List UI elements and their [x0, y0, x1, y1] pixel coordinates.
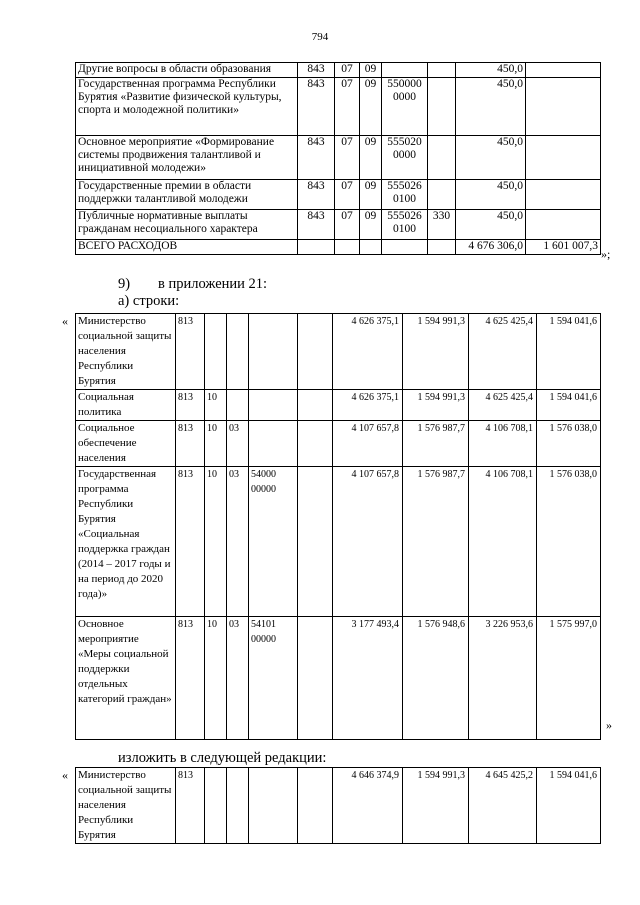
row-name: Социальное обеспечение населения [76, 421, 176, 467]
cell-value-2: 1 594 991,3 [403, 314, 469, 390]
cell-value-4: 1 594 041,6 [537, 768, 601, 844]
table-row [76, 617, 601, 740]
cell-target: 550000 0000 [382, 78, 428, 136]
subitem-a: а) строки: [118, 293, 180, 309]
cell-type [428, 63, 456, 78]
cell-value-3: 4 106 708,1 [469, 421, 537, 467]
cell-type [298, 467, 333, 617]
cell-ministry: 813 [176, 314, 205, 390]
cell-target: 555026 0100 [382, 210, 428, 240]
cell-value-1: 4 646 374,9 [333, 768, 403, 844]
cell-subsection: 03 [227, 421, 249, 467]
cell-subsection: 09 [360, 78, 382, 136]
table-row-total [76, 240, 601, 255]
expense-table-continuation [75, 62, 601, 255]
cell-type [298, 314, 333, 390]
cell-type [428, 240, 456, 255]
row-name: Другие вопросы в области образования [76, 63, 298, 78]
cell-ministry: 843 [298, 63, 335, 78]
table-row [76, 136, 601, 180]
cell-sum-2 [526, 180, 601, 210]
table-row [76, 421, 601, 467]
cell-ministry: 843 [298, 136, 335, 180]
cell-value-3: 3 226 953,6 [469, 617, 537, 740]
cell-value-1: 4 107 657,8 [333, 467, 403, 617]
cell-value-1: 4 107 657,8 [333, 421, 403, 467]
cell-section: 10 [205, 617, 227, 740]
table-row [76, 467, 601, 617]
cell-sum-1: 450,0 [456, 210, 526, 240]
cell-sum-2 [526, 210, 601, 240]
cell-sum-2 [526, 63, 601, 78]
cell-subsection: 03 [227, 617, 249, 740]
cell-subsection [227, 314, 249, 390]
cell-target: 555026 0100 [382, 180, 428, 210]
cell-type [298, 421, 333, 467]
cell-section: 10 [205, 390, 227, 421]
cell-value-3: 4 106 708,1 [469, 467, 537, 617]
cell-subsection [360, 240, 382, 255]
cell-type [428, 180, 456, 210]
row-name: Основное мероприятие «Формирование системы продвижения талантливой и инициативной молодежи» [76, 136, 298, 180]
cell-value-4: 1 594 041,6 [537, 314, 601, 390]
cell-section: 07 [335, 180, 360, 210]
appendix-21-new-rows [75, 767, 601, 844]
cell-sum-1: 450,0 [456, 63, 526, 78]
cell-section: 07 [335, 78, 360, 136]
table-row [76, 78, 601, 136]
cell-value-2: 1 576 948,6 [403, 617, 469, 740]
row-name: Публичные нормативные выплаты гражданам несоциального характера [76, 210, 298, 240]
row-name: Государственная программа Республики Бурятия «Социальная поддержка граждан (2014 – 2017 годы и на период до 2020 года)» [76, 467, 176, 617]
table-row [76, 63, 601, 78]
opening-quote: « [62, 314, 68, 328]
item-9-text: в приложении 21: [158, 276, 268, 292]
cell-sum-1: 450,0 [456, 180, 526, 210]
row-name: Государственные премии в области поддержки талантливой молодежи [76, 180, 298, 210]
cell-value-1: 4 626 375,1 [333, 314, 403, 390]
cell-target: 555020 0000 [382, 136, 428, 180]
row-name: Министерство социальной защиты населения Республики Бурятия [76, 768, 176, 844]
cell-subsection: 03 [227, 467, 249, 617]
row-name: Социальная политика [76, 390, 176, 421]
closing-quote: » [606, 718, 612, 732]
cell-subsection: 09 [360, 136, 382, 180]
cell-value-3: 4 625 425,4 [469, 314, 537, 390]
cell-subsection: 09 [360, 210, 382, 240]
cell-sum-1: 450,0 [456, 136, 526, 180]
replace-instruction: изложить в следующей редакции: [118, 750, 327, 766]
cell-value-1: 3 177 493,4 [333, 617, 403, 740]
cell-type [298, 390, 333, 421]
page-number: 794 [311, 31, 329, 43]
cell-subsection [227, 768, 249, 844]
cell-subsection: 09 [360, 63, 382, 78]
cell-section: 10 [205, 467, 227, 617]
cell-section: 10 [205, 421, 227, 467]
cell-sum-2: 1 601 007,3 [526, 240, 601, 255]
cell-value-2: 1 576 987,7 [403, 421, 469, 467]
cell-sum-2 [526, 78, 601, 136]
cell-value-4: 1 575 997,0 [537, 617, 601, 740]
cell-value-1: 4 626 375,1 [333, 390, 403, 421]
cell-type [298, 617, 333, 740]
cell-value-2: 1 576 987,7 [403, 467, 469, 617]
cell-section [205, 768, 227, 844]
cell-target [249, 390, 298, 421]
cell-ministry: 843 [298, 78, 335, 136]
cell-value-2: 1 594 991,3 [403, 390, 469, 421]
cell-target: 54000 00000 [249, 467, 298, 617]
cell-value-2: 1 594 991,3 [403, 768, 469, 844]
cell-target [249, 768, 298, 844]
cell-ministry: 813 [176, 390, 205, 421]
cell-sum-1: 4 676 306,0 [456, 240, 526, 255]
cell-value-4: 1 594 041,6 [537, 390, 601, 421]
cell-section: 07 [335, 210, 360, 240]
appendix-21-old-rows [75, 313, 601, 740]
cell-value-4: 1 576 038,0 [537, 467, 601, 617]
cell-sum-2 [526, 136, 601, 180]
opening-quote-2: « [62, 768, 68, 782]
cell-type [298, 768, 333, 844]
table-row [76, 314, 601, 390]
cell-target [249, 314, 298, 390]
cell-ministry: 813 [176, 768, 205, 844]
table-row [76, 210, 601, 240]
cell-sum-1: 450,0 [456, 78, 526, 136]
row-name: Государственная программа Республики Бурятия «Развитие физической культуры, спорта и молодежной политики» [76, 78, 298, 136]
row-name: ВСЕГО РАСХОДОВ [76, 240, 298, 255]
cell-target [249, 421, 298, 467]
cell-type [428, 78, 456, 136]
cell-subsection [227, 390, 249, 421]
cell-subsection: 09 [360, 180, 382, 210]
cell-value-4: 1 576 038,0 [537, 421, 601, 467]
cell-type: 330 [428, 210, 456, 240]
cell-type [428, 136, 456, 180]
cell-ministry [298, 240, 335, 255]
cell-target [382, 63, 428, 78]
cell-value-3: 4 645 425,2 [469, 768, 537, 844]
row-name: Министерство социальной защиты населения Республики Бурятия [76, 314, 176, 390]
cell-target: 54101 00000 [249, 617, 298, 740]
cell-section: 07 [335, 136, 360, 180]
cell-ministry: 813 [176, 467, 205, 617]
table-row [76, 768, 601, 844]
cell-ministry: 813 [176, 617, 205, 740]
table-row [76, 390, 601, 421]
cell-ministry: 843 [298, 180, 335, 210]
item-9-number: 9) [118, 276, 131, 292]
cell-section: 07 [335, 63, 360, 78]
cell-value-3: 4 625 425,4 [469, 390, 537, 421]
row-name: Основное мероприятие «Меры социальной поддержки отдельных категорий граждан» [76, 617, 176, 740]
cell-ministry: 813 [176, 421, 205, 467]
table-row [76, 180, 601, 210]
cell-section [335, 240, 360, 255]
closing-quote-semicolon: »; [601, 247, 611, 261]
cell-ministry: 843 [298, 210, 335, 240]
cell-target [382, 240, 428, 255]
cell-section [205, 314, 227, 390]
